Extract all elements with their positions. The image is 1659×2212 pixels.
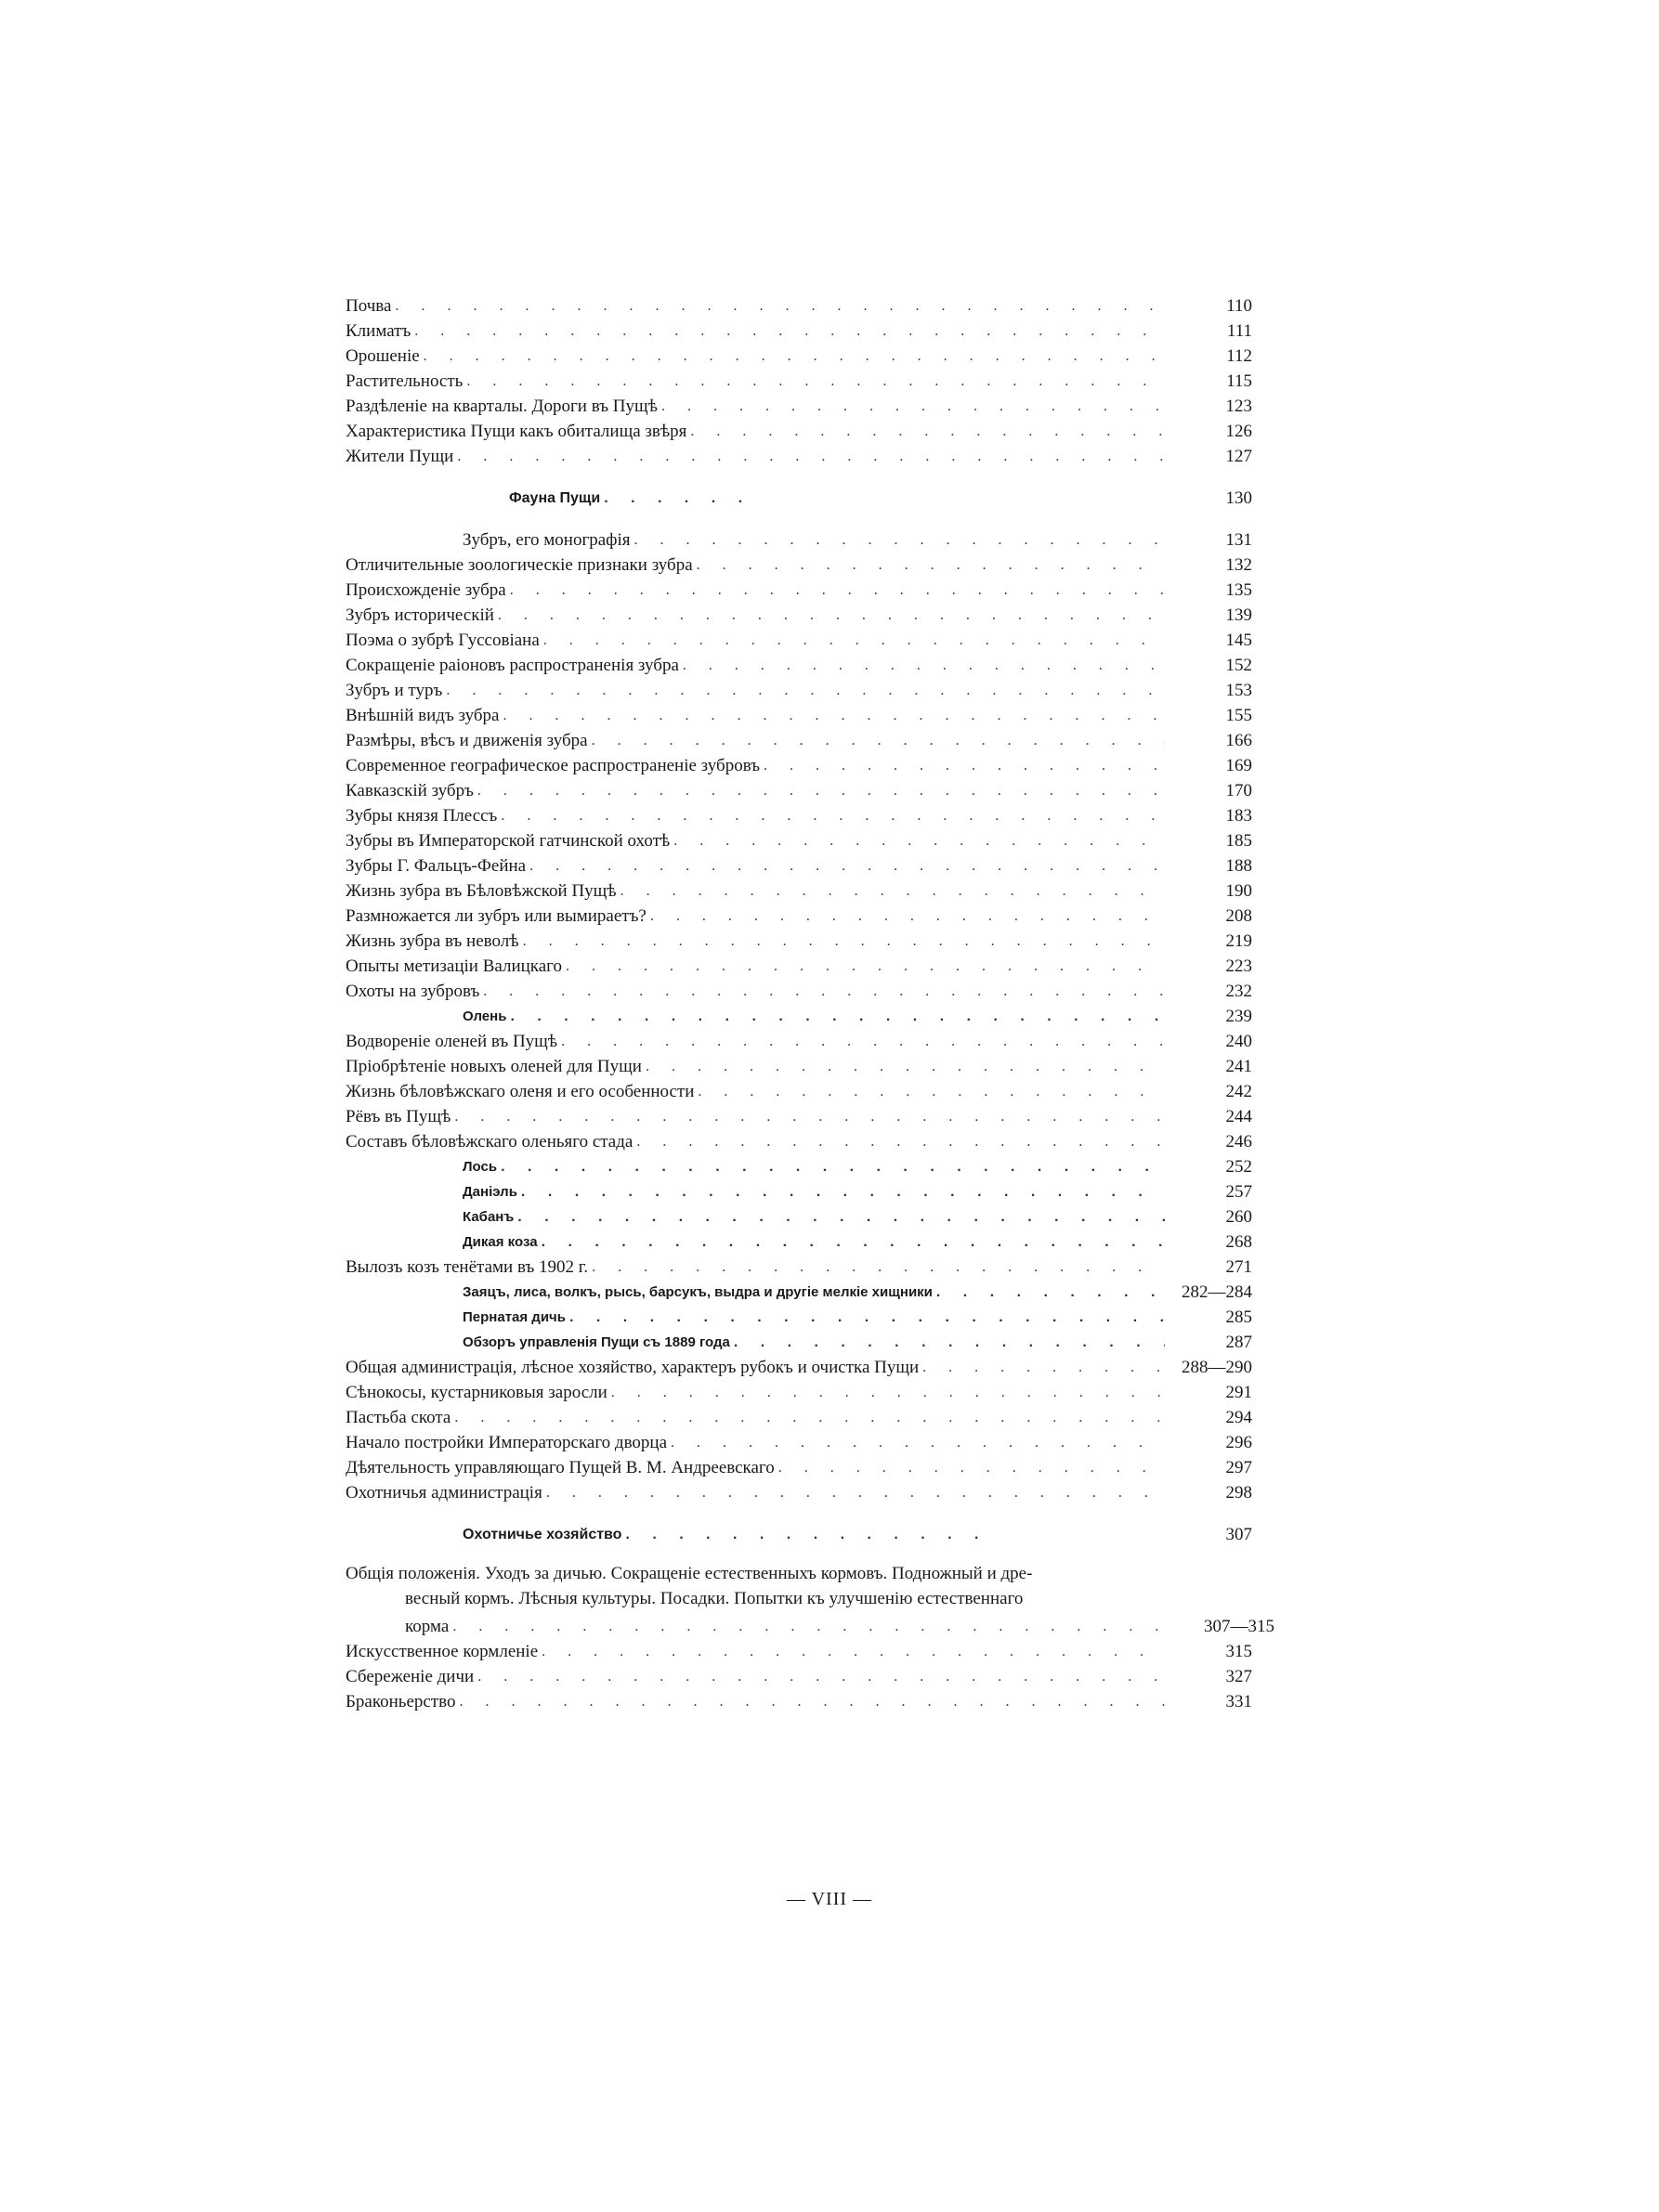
toc-page: 155	[1225, 706, 1252, 725]
toc-page: 294	[1225, 1408, 1252, 1427]
toc-page: 327	[1225, 1667, 1252, 1686]
toc-page: 153	[1225, 681, 1252, 700]
toc-page: 315	[1225, 1642, 1252, 1661]
toc-page: 169	[1225, 756, 1252, 775]
toc-page: 297	[1225, 1458, 1252, 1477]
toc-entry	[346, 1252, 1274, 1277]
toc-entry	[346, 675, 1274, 700]
toc-page: 183	[1225, 806, 1252, 826]
toc-entry	[346, 1101, 1274, 1126]
toc-entry	[346, 1177, 1274, 1202]
toc-page: 307	[1225, 1525, 1252, 1544]
toc-entry	[346, 625, 1274, 650]
toc-label: Сокращеніе раіоновъ распространенія зубра	[346, 656, 679, 675]
toc-entry	[346, 976, 1274, 1001]
leader-dots	[592, 732, 1165, 750]
leader-dots	[477, 782, 1165, 800]
toc-page: 239	[1225, 1007, 1252, 1026]
toc-label: Охоты на зубровъ	[346, 982, 480, 1001]
toc-label: Дѣятельность управляющаго Пущей В. М. Андреевскаго	[346, 1458, 775, 1477]
toc-label: Охотничье хозяйство	[463, 1527, 622, 1542]
toc-entry	[346, 1452, 1274, 1477]
toc-label: Жизнь зубра въ неволѣ	[346, 931, 519, 951]
toc-label: Зубры Г. Фальцъ-Фейна	[346, 856, 527, 876]
leader-dots	[501, 807, 1165, 826]
toc-label: Пернатая дичь	[463, 1309, 566, 1325]
toc-label: Браконьерство	[346, 1692, 456, 1711]
toc-label: Современное географическое распространеніе зубровъ	[346, 756, 761, 775]
toc-label: Жители Пущи	[346, 447, 454, 466]
page-number: — VIII —	[786, 1889, 873, 1909]
section-heading-hunting	[346, 1519, 1274, 1544]
toc-page: 139	[1225, 605, 1252, 625]
toc-entry	[346, 1202, 1274, 1227]
toc-entry	[346, 1026, 1274, 1051]
toc-entry	[346, 1051, 1274, 1076]
toc-entry	[346, 851, 1274, 876]
leader-dots	[466, 372, 1165, 391]
toc-entry	[346, 775, 1274, 800]
toc-page: 219	[1225, 931, 1252, 951]
toc-label: Общая администрація, лѣсное хозяйство, характеръ рубокъ и очистка Пущи	[346, 1358, 920, 1377]
toc-label: Отличительные зоологическіе признаки зубра	[346, 555, 693, 575]
toc-page: 111	[1226, 321, 1252, 341]
toc-page: 223	[1225, 956, 1252, 976]
toc-label: Искусственное кормленіе	[346, 1642, 539, 1661]
toc-entry	[346, 750, 1274, 775]
toc-label: Кавказскій зубръ	[346, 781, 474, 800]
toc-entry	[346, 291, 1274, 316]
toc-entry	[346, 826, 1274, 851]
leader-dots	[671, 1434, 1165, 1452]
toc-label: Фауна Пущи	[509, 490, 601, 506]
leader-dots	[483, 982, 1165, 1001]
toc-group-hunting	[346, 1636, 1274, 1711]
toc-label: Растительность	[346, 371, 464, 391]
toc-entry	[346, 1427, 1274, 1452]
leader-dots	[459, 1693, 1165, 1711]
toc-label: Начало постройки Императорскаго дворца	[346, 1433, 668, 1452]
leader-dots	[661, 397, 1165, 416]
toc-page: 123	[1225, 397, 1252, 416]
toc-label: Сбереженіе дичи	[346, 1667, 475, 1686]
leader-dots	[646, 1058, 1165, 1076]
toc-page: 232	[1225, 982, 1252, 1001]
leader-dots	[611, 1384, 1165, 1402]
toc-entry	[346, 1636, 1274, 1661]
toc-page: 170	[1225, 781, 1252, 800]
leader-dots	[477, 1668, 1165, 1686]
leader-dots	[521, 1183, 1165, 1202]
toc-label: Зубръ историческій	[346, 605, 494, 625]
leader-dots	[698, 1083, 1165, 1101]
toc-label: Орошеніе	[346, 346, 420, 366]
toc-entry	[346, 341, 1274, 366]
leader-dots	[457, 448, 1165, 466]
toc-page: 257	[1225, 1182, 1252, 1202]
toc-entry	[346, 926, 1274, 951]
toc-label: Пастьба скота	[346, 1408, 451, 1427]
table-of-contents	[346, 291, 1274, 1711]
leader-dots	[592, 1258, 1165, 1277]
toc-page: 242	[1225, 1082, 1252, 1101]
toc-entry	[346, 1227, 1274, 1252]
toc-page: 285	[1225, 1308, 1252, 1327]
toc-page: 130	[1225, 488, 1252, 508]
leader-dots	[498, 606, 1165, 625]
toc-page: 282—284	[1182, 1282, 1252, 1302]
leader-dots	[620, 882, 1165, 901]
toc-label: Кабанъ	[463, 1209, 515, 1225]
toc-entry	[346, 550, 1274, 575]
leader-dots	[569, 1308, 1165, 1327]
toc-label: Охотничья администрація	[346, 1483, 542, 1503]
toc-label: Размѣры, вѣсъ и движенія зубра	[346, 731, 588, 750]
toc-entry	[346, 901, 1274, 926]
leader-dots	[414, 322, 1165, 341]
toc-page: 131	[1225, 530, 1252, 550]
toc-paragraph-entry	[346, 1561, 1274, 1636]
toc-label: Зубръ и туръ	[346, 681, 443, 700]
leader-dots	[734, 1334, 1165, 1352]
toc-group-fauna	[346, 525, 1274, 1503]
leader-dots	[634, 531, 1165, 550]
leader-dots	[510, 1008, 1165, 1026]
toc-label: Лось	[463, 1159, 498, 1175]
toc-page: 115	[1226, 371, 1252, 391]
toc-label: Почва	[346, 296, 392, 316]
leader-dots	[542, 1643, 1165, 1661]
toc-page: 190	[1225, 881, 1252, 901]
toc-label: Зубры въ Императорской гатчинской охотѣ	[346, 831, 671, 851]
toc-entry	[346, 650, 1274, 675]
toc-label: Поэма о зубрѣ Гуссовіана	[346, 631, 540, 650]
toc-entry	[346, 1352, 1274, 1377]
toc-entry	[346, 1277, 1274, 1302]
leader-dots	[542, 1233, 1165, 1252]
paragraph-line-2: весный кормъ. Лѣсныя культуры. Посадки. Попытки къ улучшенію естественнаго	[405, 1589, 1024, 1608]
toc-label: Обзоръ управленія Пущи съ 1889 года	[463, 1334, 730, 1350]
toc-page: 126	[1225, 422, 1252, 441]
leader-dots	[561, 1033, 1165, 1051]
toc-page: 188	[1225, 856, 1252, 876]
toc-entry	[346, 1477, 1274, 1503]
toc-label: Рёвъ въ Пущѣ	[346, 1107, 451, 1126]
toc-entry	[346, 725, 1274, 750]
toc-entry	[346, 1152, 1274, 1177]
paragraph-line-3: корма	[405, 1617, 450, 1636]
toc-label: Зубры князя Плессъ	[346, 806, 498, 826]
leader-dots	[454, 1409, 1165, 1427]
toc-label: Пріобрѣтеніе новыхъ оленей для Пущи	[346, 1057, 642, 1076]
toc-label: Сѣнокосы, кустарниковыя заросли	[346, 1383, 607, 1402]
toc-page: 291	[1225, 1383, 1252, 1402]
leader-dots	[636, 1133, 1165, 1152]
toc-page: 296	[1225, 1433, 1252, 1452]
toc-page: 246	[1225, 1132, 1252, 1152]
toc-label: Олень	[463, 1008, 507, 1024]
toc-page: 307—315	[1204, 1617, 1274, 1636]
toc-entry	[346, 441, 1274, 466]
toc-page: 127	[1225, 447, 1252, 466]
leader-dots	[566, 957, 1165, 976]
leader-dots	[683, 657, 1165, 675]
toc-entry	[346, 316, 1274, 341]
leader-dots	[546, 1484, 1165, 1503]
toc-page: 271	[1225, 1257, 1252, 1277]
toc-label: Составъ бѣловѣжскаго оленьяго стада	[346, 1132, 634, 1152]
toc-page: 252	[1225, 1157, 1252, 1177]
toc-page: 112	[1226, 346, 1252, 366]
leader-dots	[454, 1108, 1165, 1126]
leader-dots	[424, 347, 1165, 366]
toc-page: 288—290	[1182, 1358, 1252, 1377]
leader-dots	[922, 1359, 1165, 1377]
toc-entry	[346, 416, 1274, 441]
toc-label: Опыты метизаціи Валицкаго	[346, 956, 562, 976]
toc-page: 240	[1225, 1032, 1252, 1051]
toc-label: Характеристика Пущи какъ обиталища звѣря	[346, 422, 687, 441]
toc-label: Жизнь зубра въ Бѣловѣжской Пущѣ	[346, 881, 617, 901]
section-heading-fauna	[346, 483, 1274, 508]
toc-label: Раздѣленіе на кварталы. Дороги въ Пущѣ	[346, 397, 658, 416]
toc-label: Вылозъ козъ тенётами въ 1902 г.	[346, 1257, 589, 1277]
toc-page: 208	[1225, 906, 1252, 926]
leader-dots	[529, 857, 1165, 876]
toc-entry	[346, 700, 1274, 725]
leader-dots	[673, 832, 1165, 851]
toc-page: 145	[1225, 631, 1252, 650]
toc-page: 152	[1225, 656, 1252, 675]
toc-page: 244	[1225, 1107, 1252, 1126]
toc-label: Дикая коза	[463, 1234, 538, 1250]
leader-dots	[510, 581, 1165, 600]
toc-entry	[346, 1402, 1274, 1427]
toc-entry	[346, 600, 1274, 625]
toc-label: Климатъ	[346, 321, 411, 341]
toc-page: 268	[1225, 1232, 1252, 1252]
toc-label: Заяцъ, лиса, волкъ, рысь, барсукъ, выдра и другіе мелкіе хищники	[463, 1284, 933, 1300]
toc-page: 135	[1225, 580, 1252, 600]
toc-label: Даніэль	[463, 1184, 517, 1200]
toc-entry	[346, 800, 1274, 826]
leader-dots	[764, 757, 1165, 775]
leader-dots	[543, 631, 1165, 650]
leader-dots	[395, 297, 1165, 316]
paragraph-line-1: Общія положенія. Уходъ за дичью. Сокращеніе естественныхъ кормовъ. Подножный и дре-	[346, 1564, 1033, 1583]
leader-dots	[503, 707, 1166, 725]
toc-page: 132	[1225, 555, 1252, 575]
toc-label: Водвореніе оленей въ Пущѣ	[346, 1032, 558, 1051]
toc-label: Зубръ, его монографія	[463, 530, 631, 550]
toc-page: 185	[1225, 831, 1252, 851]
toc-page: 298	[1225, 1483, 1252, 1503]
toc-label: Происхожденіе зубра	[346, 580, 506, 600]
toc-entry	[346, 1302, 1274, 1327]
toc-entry	[346, 876, 1274, 901]
toc-entry	[346, 1076, 1274, 1101]
toc-page: 260	[1225, 1207, 1252, 1227]
toc-entry	[346, 1377, 1274, 1402]
toc-entry	[346, 575, 1274, 600]
toc-entry	[346, 1126, 1274, 1152]
leader-dots	[501, 1158, 1165, 1177]
toc-entry	[346, 1327, 1274, 1352]
toc-label: Внѣшній видъ зубра	[346, 706, 500, 725]
leader-dots	[650, 907, 1165, 926]
toc-entry	[346, 1661, 1274, 1686]
toc-page: 331	[1225, 1692, 1252, 1711]
toc-entry	[346, 1001, 1274, 1026]
toc-entry	[346, 525, 1274, 550]
leader-dots	[446, 682, 1165, 700]
toc-page: 287	[1225, 1333, 1252, 1352]
toc-entry	[346, 951, 1274, 976]
toc-label: Размножается ли зубръ или вымираетъ?	[346, 906, 647, 926]
toc-page: 241	[1225, 1057, 1252, 1076]
leader-dots	[697, 556, 1165, 575]
toc-page: 110	[1226, 296, 1252, 316]
toc-entry	[346, 391, 1274, 416]
leader-dots	[778, 1459, 1165, 1477]
leader-dots	[936, 1283, 1165, 1302]
leader-dots	[517, 1208, 1165, 1227]
toc-label: Жизнь бѣловѣжскаго оленя и его особенности	[346, 1082, 695, 1101]
leader-dots	[523, 932, 1165, 951]
toc-page: 166	[1225, 731, 1252, 750]
toc-entry	[346, 1686, 1274, 1711]
leader-dots	[690, 423, 1165, 441]
toc-group-soil	[346, 291, 1274, 466]
toc-entry	[346, 366, 1274, 391]
